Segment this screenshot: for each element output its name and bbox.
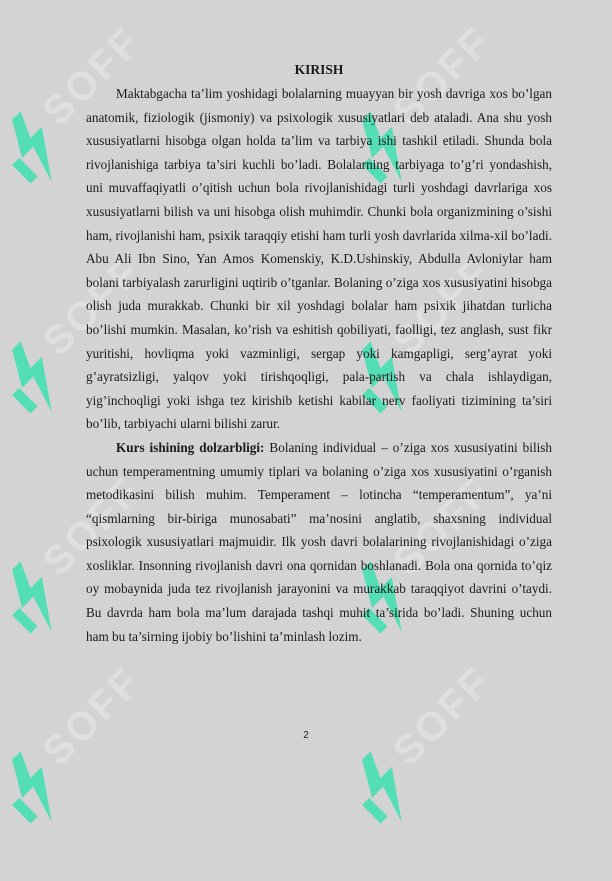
paragraph-relevance-lead: Kurs ishining dolzarbligi:: [116, 439, 265, 455]
watermark-text: SOFF: [34, 658, 150, 774]
watermark-text: SOFF: [34, 248, 150, 364]
watermark-text: SOFF: [384, 248, 500, 364]
document-body: [86, 62, 552, 648]
watermark-text: SOFF: [384, 18, 500, 134]
paragraph-intro: [86, 82, 552, 436]
watermark-text: SOFF: [34, 468, 150, 584]
paragraph-relevance-text: Bolaning individual – o’ziga xos xususiyatini bilish uchun temperamentning umumiy tiplari va bolaning o’ziga xos xususiyatini o’rganish metodikasini bilish muhim. Temperament – lotincha “temperamentum”, ya’ni “qismlarning bir-biriga munosabati” ma’nosini anglatib, shaxsning individual psixologik xususiyatlari majmuidir. Ilk yosh davri bolalarining rivojlanishidagi o’ziga xosliklar. Insonning rivojlanish davri ona qornidan boshlanadi. Bola ona qornida to’qiz oy mobaynida juda tez rivojlanish jarayonini va murakkab taraqqiyot davrini o’taydi. Bu davrda ham bola ma’lum darajada tashqi muhit ta’sirida bo’ladi. Shuning uchun ham bu ta’sirning ijobiy bo’lishini ta’minlash lozim.: [86, 439, 552, 644]
page-title: KIRISH: [294, 62, 344, 77]
watermark-text: SOFF: [384, 468, 500, 584]
paragraph-intro-text: Maktabgacha ta’lim yoshidagi bolalarning muayyan bir yosh davriga xos bo’lgan anatomik, fiziologik (jismoniy) va psixologik xususiyatlari deb ataladi. Ana shu yosh xususiyatlarni hisobga olgan holda ta’lim va tarbiya ishi tashkil etiladi. Shunda bola rivojlanishiga tarbiya ta’siri kuchli bo’ladi. Bolalarning tarbiyaga to’g’ri yondashish, uni muvaffaqiyatli o’qitish uchun bola rivojlanishidagi turli yoshdagi davrlariga xos xususiyatlarni bilish va uni hisobga olish muhimdir. Chunki bola organizmining o’sishi ham, rivojlanishi ham, psixik taraqqiy etishi ham turli yosh davrlarida xilma-xil bo’ladi. Abu Ali Ibn Sino, Yan Amos Komenskiy, K.D.Ushinskiy, Abdulla Avloniylar ham bolani tarbiyalash zarurligini uqtirib o’tganlar. Bolaning o’ziga xos xususiyatini hisobga olish juda murakkab. Chunki bir xil yoshdagi bolalar ham psixik jihatdan turlicha bo’lishi mumkin. Masalan, ko’rish va eshitish qobiliyati, faolligi, tez anglash, sust fikr yuritishi, hovliqma yoki vazminligi, sergap yoki kamgapligi, serg’ayrat yoki g’ayratsizligi, yalqov yoki tirishqoqligi, pala-partish va chala ishlaydigan, yig’inchoqligi yoki ishga tez kirishib ketishi kabilar nerv faoliyati tizimining ta’siri bo’lib, tarbiyachi ularni bilishi zarur.: [86, 86, 552, 432]
watermark-text: SOFF: [384, 658, 500, 774]
paragraph-relevance: [86, 436, 552, 648]
page-number: 2: [303, 730, 309, 741]
watermark-text: SOFF: [34, 18, 150, 134]
